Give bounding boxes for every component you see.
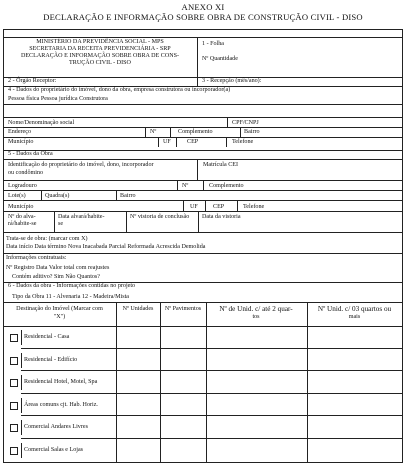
- divider: [197, 37, 198, 77]
- col-03-quartos-2: mais: [348, 314, 361, 320]
- divider: [4, 211, 402, 212]
- destinacao-label: Comercial Salas e Lojas: [24, 446, 84, 453]
- col-unidades: Nº Unidades: [122, 306, 154, 312]
- destinacao-checkbox[interactable]: [10, 379, 18, 387]
- info-contratuais-label: Informações contratuais:: [6, 255, 67, 261]
- uf-obra-label: UF: [190, 204, 198, 210]
- recepcao-label: 3 - Recepção (mês/ano):: [202, 78, 262, 84]
- col-pavimentos: Nº Pavimentos: [164, 306, 202, 312]
- divider: [4, 137, 402, 138]
- form-title: DECLARAÇÃO E INFORMAÇÃO SOBRE OBRA DE CONSTRUÇÃO CIVIL - DISO: [43, 12, 363, 22]
- col-destinacao-2: "X"): [53, 314, 66, 320]
- org-line-4: TRUÇÃO CIVIL - DISO: [69, 60, 131, 66]
- identificacao-label-2: ou condômino: [8, 170, 44, 176]
- registro-label: Nº Registro Data Valor total com reajustes: [6, 265, 110, 271]
- orgao-receptor-label: 2 - Órgão Receptor:: [8, 78, 57, 84]
- uf-label: UF: [163, 139, 171, 145]
- municipio-label: Município: [8, 139, 34, 145]
- col-03-quartos-1: Nº Unid. c/ 03 quartos ou: [317, 305, 392, 313]
- alvara-label-2: rá/habite-se: [8, 221, 37, 227]
- lote-label: Lote(s): [8, 193, 26, 199]
- numero-label: Nº: [150, 129, 157, 135]
- destinacao-label: Residencial - Edifício: [24, 356, 78, 363]
- endereco-label: Endereço: [8, 129, 32, 135]
- divider: [226, 137, 227, 147]
- divider: [4, 127, 402, 128]
- trata-se-label: Trata-se de obra: (marcar com X): [6, 236, 88, 242]
- destinacao-checkbox[interactable]: [10, 402, 18, 410]
- numero-obra-label: Nº: [182, 183, 189, 189]
- divider: [21, 370, 402, 371]
- folha-label: 1 - Folha: [202, 41, 225, 47]
- complemento-label: Complemento: [178, 129, 213, 135]
- section-6-title: 6 - Dados da obra - Informações contidas no projeto: [8, 283, 136, 289]
- vistoria-conclusao-label: Nº vistoria de conclusão: [130, 214, 190, 220]
- divider: [197, 159, 198, 180]
- destinacao-label: Residencial - Casa: [24, 334, 70, 340]
- divider: [4, 326, 402, 327]
- data-alvara-label-2: se: [58, 221, 64, 227]
- municipio-obra-label: Município: [8, 204, 34, 210]
- matricula-cei-label: Matrícula CEI: [203, 162, 239, 168]
- section-5-title: 5 - Dados da Obra: [8, 151, 53, 157]
- cep-obra-label: CEP: [213, 204, 225, 210]
- divider: [4, 159, 402, 160]
- destinacao-label: Comercial Andares Livres: [24, 424, 88, 430]
- org-line-2: SECRETARIA DA RECEITA PREVIDENCIÁRIA - SRP: [29, 46, 171, 52]
- divider: [4, 190, 402, 191]
- divider: [116, 190, 117, 200]
- divider: [237, 200, 238, 211]
- quadra-label: Quadra(s): [45, 193, 70, 199]
- org-line-3: DECLARAÇÃO E INFORMAÇÃO SOBRE OBRA DE CONS-: [20, 53, 180, 59]
- divider: [21, 415, 402, 416]
- divider: [21, 348, 402, 349]
- cep-label: CEP: [187, 139, 199, 145]
- divider: [21, 330, 22, 345]
- alvara-label-1: Nº do alva-: [8, 214, 36, 220]
- obra-status-options: Data início Data término Nova Inacabada Parcial Reformada Acrescida Demolida: [6, 244, 206, 250]
- divider: [4, 150, 402, 151]
- divider: [177, 180, 178, 190]
- pessoa-options: Pessoa física Pessoa jurídica Construtora: [8, 96, 108, 102]
- bairro-obra-label: Bairro: [120, 193, 136, 199]
- destinacao-checkbox[interactable]: [10, 424, 18, 432]
- divider: [21, 393, 402, 394]
- destinacao-checkbox[interactable]: [10, 357, 18, 365]
- divider: [41, 190, 42, 200]
- divider: [183, 200, 184, 211]
- divider: [126, 211, 127, 232]
- destinacao-checkbox[interactable]: [10, 447, 18, 455]
- divider: [21, 443, 22, 458]
- destinacao-label: Residencial Hotel, Motel, Spa: [24, 379, 98, 385]
- divider: [170, 127, 171, 137]
- divider: [198, 211, 199, 232]
- logradouro-label: Logradouro: [8, 183, 37, 189]
- divider: [4, 117, 402, 118]
- divider: [203, 180, 204, 190]
- section-4-title: 4 - Dados do proprietário do imóvel, dono da obra, empresa construtora ou incorporador(a): [8, 87, 231, 93]
- divider: [4, 302, 402, 303]
- divider: [4, 253, 402, 254]
- bairro-label: Bairro: [244, 129, 260, 135]
- col-ate-2-quartos-1: Nº de Unid. c/ até 2 quar-: [219, 305, 293, 313]
- divider: [4, 232, 402, 233]
- divider: [158, 137, 159, 147]
- telefone-label: Telefone: [232, 139, 254, 145]
- divider: [240, 127, 241, 137]
- divider: [21, 438, 402, 439]
- complemento-obra-label: Complemento: [209, 183, 244, 189]
- nome-label: Nome/Denominação social: [8, 120, 75, 126]
- divider: [21, 375, 22, 390]
- divider: [197, 77, 198, 86]
- data-alvara-label-1: Data alvará/habite-: [58, 214, 105, 220]
- annex-number: ANEXO XI: [181, 2, 225, 12]
- divider: [145, 127, 146, 137]
- divider: [4, 37, 402, 38]
- telefone-obra-label: Telefone: [243, 204, 265, 210]
- cpf-cnpj-label: CPF/CNPJ: [232, 120, 259, 126]
- col-destinacao-1: Destinação do Imóvel (Marcar com: [16, 306, 103, 312]
- divider: [4, 104, 402, 105]
- divider: [21, 353, 22, 368]
- divider: [227, 117, 228, 127]
- divider: [205, 200, 206, 211]
- divider: [176, 137, 177, 147]
- quantidade-label: Nº Quantidade: [202, 56, 238, 62]
- contem-aditivo-label: Contém aditivo? Sim Não Quantos?: [12, 274, 101, 280]
- col-ate-2-quartos-2: tos: [252, 314, 260, 320]
- destinacao-label: Áreas comuns cjt. Hab. Horiz.: [24, 401, 98, 408]
- data-vistoria-label: Data da vistoria: [202, 214, 241, 220]
- divider: [4, 200, 402, 201]
- divider: [54, 211, 55, 232]
- tipo-obra-options: Tipo da Obra 11 - Alvenaria 12 - Madeira/Mista: [12, 294, 129, 300]
- divider: [21, 398, 22, 413]
- org-line-1: MINISTÉRIO DA PREVIDÊNCIA SOCIAL - MPS: [36, 39, 164, 45]
- identificacao-label-1: Identificação do proprietário do imóvel, dono, incorporador: [8, 162, 154, 168]
- destinacao-checkbox[interactable]: [10, 334, 18, 342]
- divider: [21, 420, 22, 435]
